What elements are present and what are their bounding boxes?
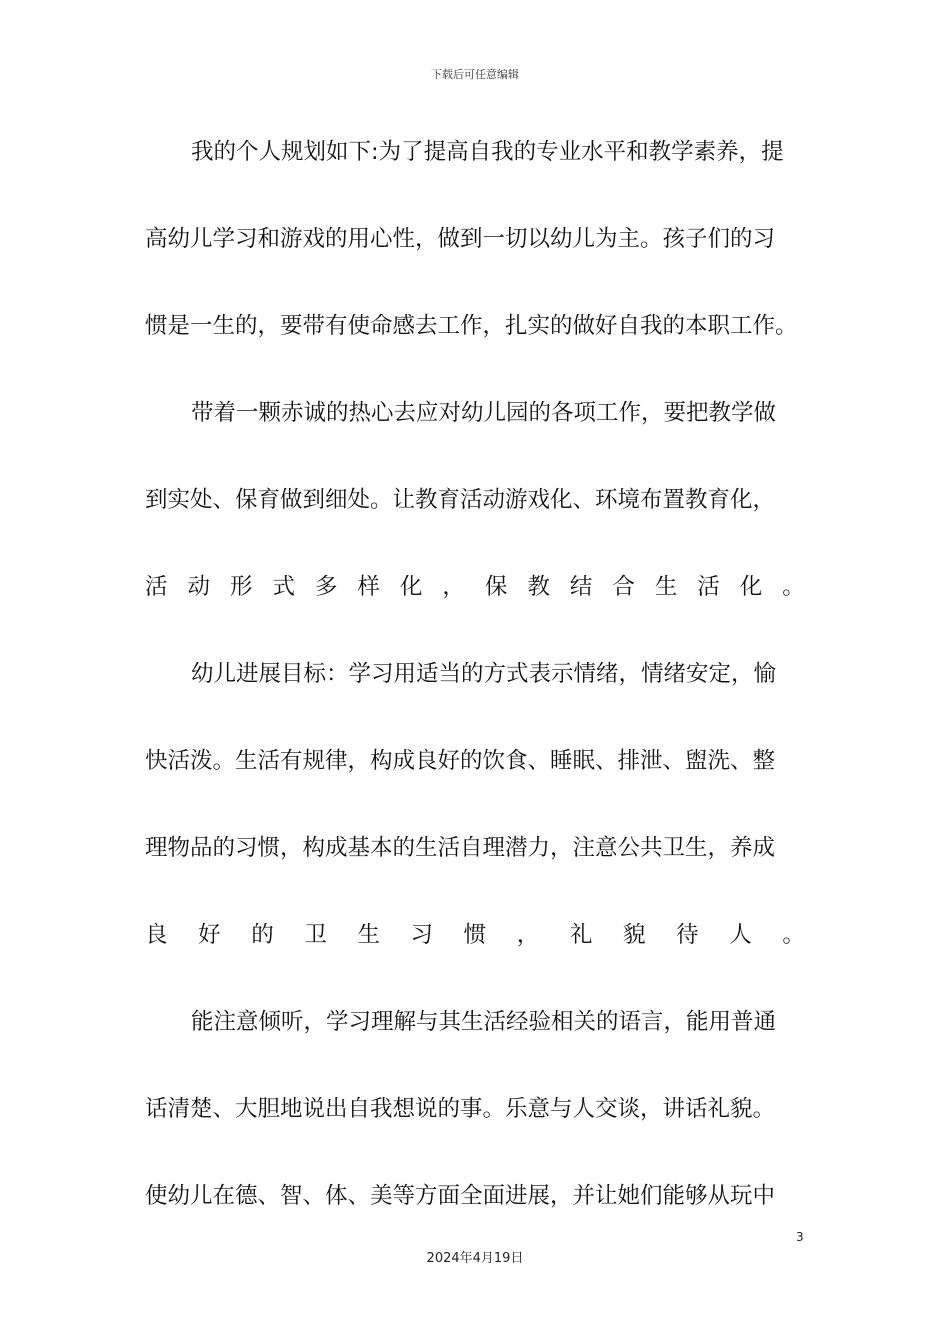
text-char: 样 bbox=[357, 574, 380, 600]
text-char: 待 bbox=[676, 922, 699, 948]
text-char: 多 bbox=[314, 574, 338, 600]
text-char: 化 bbox=[399, 574, 423, 600]
text-char: 貌 bbox=[622, 922, 646, 948]
text-char: 惯 bbox=[463, 922, 487, 948]
page-number: 3 bbox=[796, 1230, 804, 1244]
text-char: 合 bbox=[612, 574, 635, 600]
text-char: 。 bbox=[782, 922, 805, 948]
text-char: 式 bbox=[272, 574, 295, 600]
text-char: 生 bbox=[357, 922, 380, 948]
text-char: 好 bbox=[198, 922, 221, 948]
text-char: 生 bbox=[654, 574, 678, 600]
text-char: 形 bbox=[229, 574, 253, 600]
text-line: 理物品的习惯，构成基本的生活自理潜力，注意公共卫生，养成 bbox=[145, 835, 776, 861]
text-line: 高幼儿学习和游戏的用心性，做到一切以幼儿为主。孩子们的习 bbox=[145, 226, 776, 252]
text-char: 教 bbox=[527, 574, 550, 600]
text-line-justified bbox=[145, 917, 805, 953]
text-char: 结 bbox=[569, 574, 593, 600]
text-char: ， bbox=[516, 922, 540, 948]
text-char: 。 bbox=[782, 574, 805, 600]
text-line: 话清楚、大胆地说出自我想说的事。乐意与人交谈，讲话礼貌。 bbox=[145, 1096, 776, 1122]
text-char: 良 bbox=[145, 922, 168, 948]
text-line: 到实处、保育做到细处。让教育活动游戏化、环境布置教育化， bbox=[145, 487, 776, 513]
text-char: 活 bbox=[697, 574, 720, 600]
text-line: 使幼儿在德、智、体、美等方面全面进展，并让她们能够从玩中 bbox=[145, 1183, 776, 1209]
page-header: 下载后可任意编辑 bbox=[431, 68, 519, 81]
text-line: 快活泼。生活有规律，构成良好的饮食、睡眠、排泄、盥洗、整 bbox=[145, 748, 776, 774]
text-char: 习 bbox=[410, 922, 434, 948]
text-line: 带着一颗赤诚的热心去应对幼儿园的各项工作，要把教学做 bbox=[191, 400, 777, 426]
text-line: 我的个人规划如下:为了提高自我的专业水平和教学素养，提 bbox=[191, 139, 784, 165]
text-char: 的 bbox=[251, 922, 274, 948]
text-line-justified bbox=[145, 569, 805, 605]
text-char: 保 bbox=[484, 574, 508, 600]
text-char: ， bbox=[442, 574, 465, 600]
text-char: 礼 bbox=[569, 922, 593, 948]
text-line: 幼儿进展目标：学习用适当的方式表示情绪，情绪安定，愉 bbox=[191, 661, 777, 687]
text-char: 卫 bbox=[304, 922, 327, 948]
text-char: 化 bbox=[739, 574, 763, 600]
text-char: 动 bbox=[187, 574, 210, 600]
text-line: 能注意倾听，学习理解与其生活经验相关的语言，能用普通 bbox=[191, 1009, 777, 1035]
text-line: 惯是一生的，要带有使命感去工作，扎实的做好自我的本职工作。 bbox=[145, 313, 798, 339]
text-char: 活 bbox=[145, 574, 168, 600]
footer-date: 2024年4月19日 bbox=[426, 1251, 524, 1266]
text-char: 人 bbox=[729, 922, 752, 948]
